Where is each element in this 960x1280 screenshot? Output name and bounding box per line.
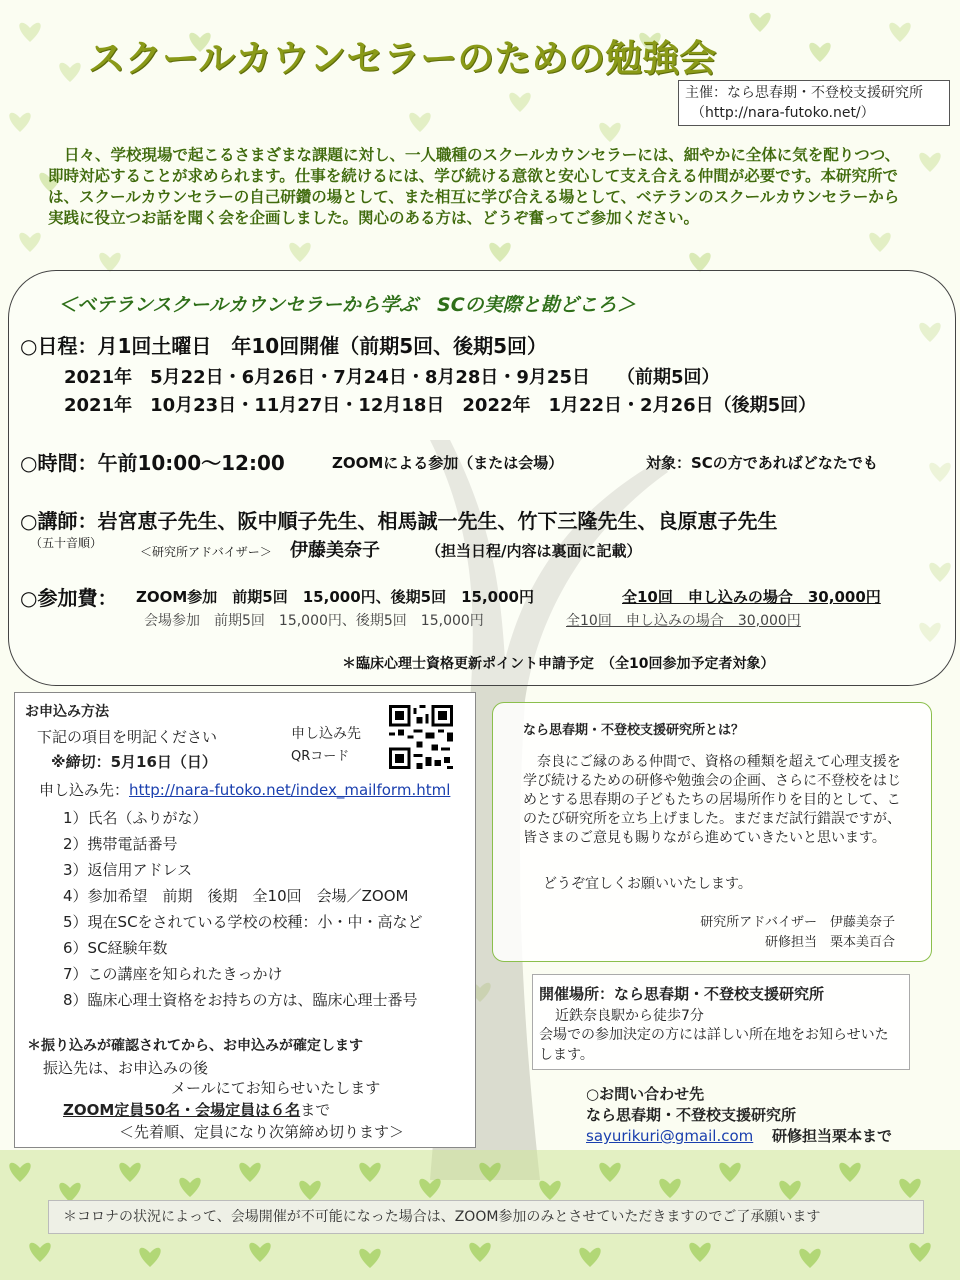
url-prefix: 申し込み先： bbox=[39, 781, 130, 799]
schedule-heading: ○日程：月1回土曜日 年10回開催（前期5回、後期5回） bbox=[20, 334, 548, 358]
schedule-second-half: 2021年 10月23日・11月27日・12月18日 2022年 1月22日・2月26日（後期5回） bbox=[64, 395, 817, 416]
field-item: 8）臨床心理士資格をお持ちの方は、臨床心理士番号 bbox=[63, 991, 418, 1009]
course-subtitle: ＜ベテランスクールカウンセラーから学ぶ SCの実際と勘どころ＞ bbox=[58, 294, 636, 316]
fee-heading: ○参加費： bbox=[20, 586, 118, 610]
about-signature-advisor: 研究所アドバイザー 伊藤美奈子 bbox=[700, 915, 895, 930]
qr-label: 申し込み先 bbox=[291, 726, 361, 742]
apply-instruction: 下記の項目を明記ください bbox=[37, 728, 218, 746]
lecturers-order-note: （五十音順） bbox=[30, 536, 103, 550]
contact-person: 研修担当栗本まで bbox=[772, 1127, 893, 1145]
target-audience: 対象：SCの方であればどなたでも bbox=[646, 454, 878, 472]
host-info bbox=[678, 80, 950, 126]
about-signature-trainer: 研修担当 栗本美百合 bbox=[764, 935, 895, 950]
contact-email-link[interactable]: sayurikuri@gmail.com bbox=[586, 1127, 754, 1145]
advisor-note: （担当日程/内容は裏面に記載） bbox=[426, 542, 642, 560]
apply-heading: お申込み方法 bbox=[25, 704, 109, 720]
field-item: 3）返信用アドレス bbox=[63, 861, 193, 879]
time-heading: ○時間：午前10:00～12:00 bbox=[20, 451, 285, 475]
fee-zoom-terms: ZOOM参加 前期5回 15,000円、後期5回 15,000円 bbox=[136, 588, 534, 606]
about-heading: なら思春期・不登校支援研究所とは？ bbox=[523, 723, 745, 738]
field-item: 4）参加希望 前期 後期 全10回 会場／ZOOM bbox=[63, 887, 409, 905]
qr-code-icon[interactable] bbox=[389, 705, 453, 769]
contact-info bbox=[586, 1084, 892, 1147]
fee-venue-full: 全10回 申し込みの場合 30,000円 bbox=[566, 613, 801, 629]
intro-text: 日々、学校現場で起こるさまざまな課題に対し、一人職種のスクールカウンセラーには、細やかに全体に気を配りつつ、即時対応することが求められます。仕事を続けるには、学び続ける意欲と安心して支え合える仲間が必要です。本研究所では、スクールカウンセラーの自己研鑽の場として、また相互に学び合える場として、ベテランのスクールカウンセラーから実践に役立つお話を聞く会を企画しました。関心のある方は、どうぞ奮ってご参加ください。 bbox=[48, 146, 901, 227]
fee-zoom-full: 全10回 申し込みの場合 30,000円 bbox=[622, 588, 881, 606]
host-name: 主催：なら思春期・不登校支援研究所 bbox=[685, 85, 923, 101]
field-item: 1）氏名（ふりがな） bbox=[63, 809, 208, 827]
field-item: 2）携帯電話番号 bbox=[63, 835, 178, 853]
capacity-tail: まで bbox=[300, 1101, 331, 1119]
capacity-text: ZOOM定員50名・会場定員は６名 bbox=[63, 1101, 301, 1119]
transfer-note-2: メールにてお知らせいたします bbox=[171, 1079, 381, 1097]
venue-box bbox=[532, 974, 910, 1070]
lecturers-heading: ○講師：岩宮恵子先生、阪中順子先生、相馬誠一先生、竹下三隆先生、良原恵子先生 bbox=[20, 509, 778, 533]
capacity-note bbox=[63, 1099, 330, 1120]
footer-notice: ＊コロナの状況によって、会場開催が不可能になった場合は、ZOOM参加のみとさせていただきますのでご了承願います bbox=[48, 1200, 924, 1234]
contact-org: なら思春期・不登校支援研究所 bbox=[586, 1106, 797, 1124]
about-body: 奈良にご縁のある仲間で、資格の種類を超えて心理支援を学び続けるための研修や勉強会の企画、さらに不登校をはじめとする思春期の子どもたちの居場所作りを目的として、このたび研究所を立ち上げました。まだまだ試行錯誤ですが、皆さまのご意見も賜りながら進めていきたいと思います。 bbox=[523, 754, 901, 846]
field-item: 6）SC経験年数 bbox=[63, 939, 168, 957]
schedule-first-half: 2021年 5月22日・6月26日・7月24日・8月28日・9月25日 （前期5回） bbox=[64, 367, 720, 388]
about-institute-box bbox=[492, 702, 932, 962]
fee-venue-terms: 会場参加 前期5回 15,000円、後期5回 15,000円 bbox=[144, 613, 484, 629]
venue-heading: 開催場所：なら思春期・不登校支援研究所 bbox=[539, 985, 825, 1003]
application-box bbox=[14, 692, 476, 1148]
advisor-name: 伊藤美奈子 bbox=[290, 540, 380, 561]
advisor-label: ＜研究所アドバイザー＞ bbox=[140, 545, 272, 559]
participation-mode: ZOOMによる参加（または会場） bbox=[332, 454, 564, 472]
first-come-note: ＜先着順、定員になり次第締め切ります＞ bbox=[119, 1123, 405, 1141]
url-label bbox=[39, 779, 450, 800]
application-form-link[interactable]: http://nara-futoko.net/index_mailform.html bbox=[129, 781, 451, 799]
confirmation-note: ＊振り込みが確認されてから、お申込みが確定します bbox=[27, 1038, 363, 1054]
transfer-note: 振込先は、お申込みの後 bbox=[43, 1059, 209, 1077]
venue-note: 会場での参加決定の方には詳しい所在地をお知らせいたします。 bbox=[539, 1027, 889, 1063]
contact-heading: ○お問い合わせ先 bbox=[586, 1085, 705, 1103]
about-closing: どうぞ宜しくお願いいたします。 bbox=[543, 876, 752, 892]
field-item: 7）この講座を知られたきっかけ bbox=[63, 965, 283, 983]
host-url: （http://nara-futoko.net/） bbox=[691, 105, 875, 121]
ce-points-note: ＊臨床心理士資格更新ポイント申請予定 （全10回参加予定者対象） bbox=[342, 656, 775, 672]
qr-label-sub: QRコード bbox=[291, 749, 350, 764]
venue-access: 近鉄奈良駅から徒歩7分 bbox=[555, 1008, 704, 1024]
field-item: 5）現在SCをされている学校の校種：小・中・高など bbox=[63, 913, 423, 931]
apply-deadline: ※締切：5月16日（日） bbox=[51, 753, 217, 771]
page-title: スクールカウンセラーのための勉強会 bbox=[88, 37, 717, 80]
